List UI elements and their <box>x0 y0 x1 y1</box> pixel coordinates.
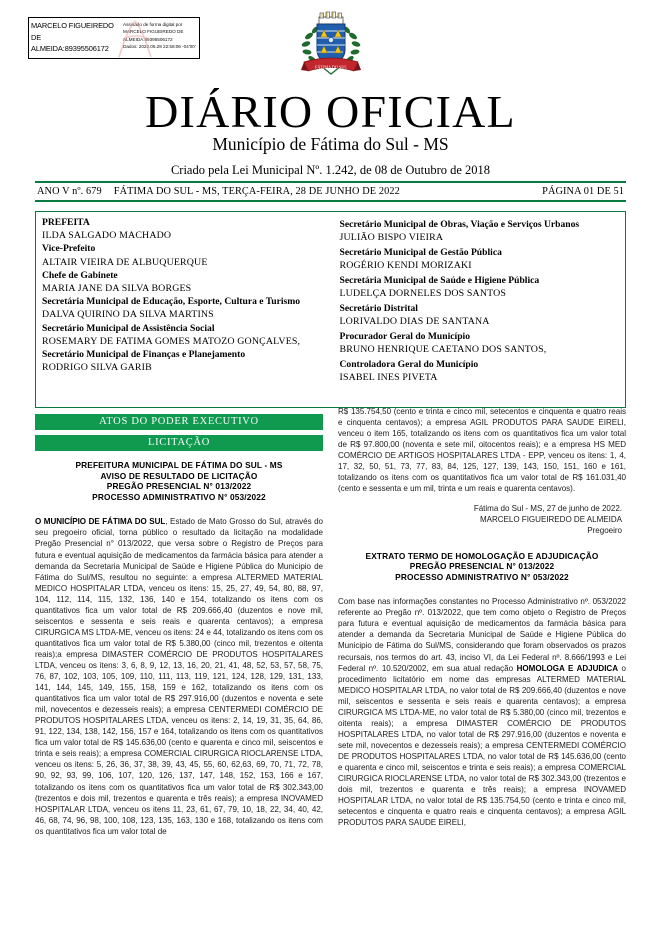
extract-body-paragraph <box>338 596 626 828</box>
official-role: Secretário Distrital <box>339 302 418 314</box>
notice-heading-line-3: PREGÃO PRESENCIAL N° 013/2022 <box>106 481 252 492</box>
official-name: RODRIGO SILVA GARIB <box>42 362 152 374</box>
signature-detail-line-1: Assinado de forma digital por <box>123 22 183 27</box>
official-role: Secretária Municipal de Saúde e Higiene Pública <box>339 274 540 286</box>
official-name: ALTAIR VIEIRA DE ALBUQUERQUE <box>42 256 208 268</box>
notice-lead-entity: O MUNICÍPIO DE FÁTIMA DO SUL <box>35 517 166 527</box>
svg-text:FÁTIMA DO SUL: FÁTIMA DO SUL <box>315 64 347 70</box>
extract-heading-line-1: EXTRATO TERMO DE HOMOLOGAÇÃO E ADJUDICAÇÃO <box>365 550 599 561</box>
extract-body-part-1: Com base nas informações constantes no Processo Administrativo nº. 053/2022 referente ao Pregão nº. 013/2022, que tem como objeto o Registro de Preços para futura e eventual aquisição de medicamentos da farmácia básica para atender a demanda da Secretaria Municipal de Saúde e Higiene Pública do Municipio de Fátima do Sul/MS, considerando que foram observados os prazos recursais, nos termos do art. 43, inciso VI, da Lei Federal nº. 8.666/1993 e Lei Federal nº. 10.520/2002, em sua atual redação <box>338 597 626 673</box>
official-role: Secretário Municipal de Obras, Viação e Serviços Urbanos <box>339 218 580 230</box>
section-banner-licitacao: LICITAÇÃO <box>35 435 323 451</box>
coat-of-arms-icon <box>296 10 366 84</box>
notice-body-text: , Estado de Mato Grosso do Sul, através do seu pregoeiro oficial, torna público o resultado da licitação na modalidade Pregão Presencial n° 013/2022, que versa sobre o Registro de Preços para futura e eventual aquisição de medicamentos da farmácia básica para atender a demanda da Secretaria Municipal de Saúde e Higiene Pública do Municipio de Fátima do Sul/MS, resultou no seguinte: a empresa ALTERMED MATERIAL MEDICO HOSPITALAR LTDA, venceu os itens: 15, 25, 27, 49, 54, 80, 88, 97, 104, 112, 114, 115, 132, 136, 140 e 154, totalizando os itens com os quantitativos fica um valor total de R$ 209.666,40 (duzentos e nove mil, seiscentos e sessenta e seis reais e quarenta centavos); a empresa CIRURGICA MS LTDA-ME, venceu os itens: 24 e 44, totalizando os itens com os quantitativos fica um valor total de R$ 5.380,00 (cinco mil, trezentos e oitenta reais);a empresa DIMASTER COMÉRCIO DE PRODUTOS HOSPITALARES LTDA, venceu os itens: 3, 6, 8, 9, 12, 13, 16, 20, 21, 41, 48, 52, 53, 57, 58, 75, 76, 87, 102, 103, 105, 109, 110, 111, 113, 119, 121, 124, 128, 129, 131, 133, 141, 144, 145, 149, 155, 158, 159 e 162, totalizando os itens com os quantitativos fica um valor total de R$ 297.916,00 (duzentos e noventa e sete mil, novecentos e dezesseis reais); a empresa CENTERMEDI COMÉRCIO DE PRODUTOS HOSPITALARES LTDA, venceu os itens: 2, 14, 19, 31, 35, 64, 86, 91, 122, 134, 138, 142, 156, 157 e 164, totalizando os itens com os quantitativos fica um valor total de R$ 145.636,00 (cento e quarenta e cinco mil, seiscentos e trinta e seis reais); a empresa COMERCIAL CIRURGICA RIOCLARENSE LTDA, venceu os itens: 5, 26, 36, 37, 38, 39, 43, 45, 55, 60, 62,63, 69, 70, 71, 72, 78, 90, 92, 93, 99, 106, 107, 120, 126, 137, 147, 148, 152, 153, 166 e 167, totalizando os itens com os quantitativos fica um valor total de R$ 302.343,00 (trezentos e dois mil, trezentos e quarenta e três reais); a empresa INOVAMED HOSPITALAR LTDA, venceu os itens 11, 23, 61, 67, 79, 10, 18, 22, 34, 40, 42, 46, 68, 74, 96, 98, 100, 108, 123, 135, 163, 130 e 168, totalizando os itens com os quantitativos fica um valor total de <box>35 517 324 836</box>
signature-details <box>121 18 199 58</box>
issue-year-number: ANO V nº. 679 <box>37 186 102 197</box>
page-title: DIÁRIO OFICIAL <box>145 86 516 137</box>
official-name: ISABEL INES PIVETA <box>339 371 438 383</box>
digital-signature-stamp <box>28 17 200 59</box>
notice-body-paragraph <box>35 516 323 836</box>
masthead-law-reference: Criado pela Lei Municipal Nº. 1.242, de 08 de Outubro de 2018 <box>170 163 491 177</box>
notice-heading <box>35 460 323 502</box>
extract-heading-line-2: PREGÃO PRESENCIAL N° 013/2022 <box>409 561 555 572</box>
official-name: DALVA QUIRINO DA SILVA MARTINS <box>42 309 214 321</box>
signature-subject-line-1: MARCELO FIGUEIREDO <box>31 21 114 30</box>
signature-officer-role: Pregoeiro <box>587 526 622 536</box>
page-indicator: PÁGINA 01 DE 51 <box>542 186 624 197</box>
official-role: Controladora Geral do Município <box>339 358 479 370</box>
extract-heading-line-3: PROCESSO ADMINISTRATIVO N° 053/2022 <box>395 571 569 582</box>
official-role: Chefe de Gabinete <box>42 269 118 281</box>
official-name: ROSEMARY DE FATIMA GOMES MATOZO GONÇALVES, <box>42 335 301 347</box>
extract-heading <box>338 551 626 583</box>
article-column-left <box>35 460 323 930</box>
officials-box <box>35 211 626 408</box>
section-banner-atos-do-poder-executivo: ATOS DO PODER EXECUTIVO <box>35 414 323 430</box>
signature-subject-line-3: ALMEIDA:89395506172 <box>31 44 109 54</box>
notice-heading-line-1: PREFEITURA MUNICIPAL DE FÁTIMA DO SUL - MS <box>75 460 283 470</box>
article-column-right <box>338 406 626 931</box>
official-role: Procurador Geral do Município <box>339 330 470 342</box>
signature-detail-line-4: Dados: 2022.06.28 22:58:06 -04'00' <box>123 44 196 50</box>
extract-body-part-2: o procedimento licitatório em nome das empresas ALTERMED MATERIAL MEDICO HOSPITALAR LTDA, no valor total de R$ 209.666,40 (duzentos e nove mil, seiscentos e sessenta e seis reais e quarenta centavos); a empresa CIRURGICA MS LTDA-ME, no valor total de R$ 5.380,00 (cinco mil, trezentos e oitenta reais); a empresa DIMASTER COMÉRCIO DE PRODUTOS HOSPITALARES LTDA, no valor total de R$ 297.916,00 (duzentos e noventa e sete mil, novecentos e dezesseis reais); a empresa CENTERMEDI COMÉRCIO DE PRODUTOS HOSPITALARES LTDA, no valor total de R$ 145.636,00 (cento e quarenta e cinco mil, seiscentos e trinta e seis reais); a empresa COMERCIAL CIRURGICA RIOCLARENSE LTDA, no valor total de R$ 302.343,00 (trezentos e dois mil, trezentos e quarenta e três reais); a empresa INOVAMED HOSPITALAR LTDA, no valor total de R$ 135.754,50 (cento e trinta e cinco mil, setecentos e cinquenta e quatro reais e cinquenta centavos); a empresa AGIL PRODUTOS PARA SAUDE EIRELI, <box>338 663 626 828</box>
issue-place-date: FÁTIMA DO SUL - MS, TERÇA-FEIRA, 28 DE JUNHO DE 2022 <box>113 186 400 197</box>
notice-heading-line-2: AVISO DE RESULTADO DE LICITAÇÃO <box>100 470 258 481</box>
officials-column-left <box>36 212 331 407</box>
signature-officer-name: MARCELO FIGUEIREDO DE ALMEIDA <box>479 515 622 525</box>
official-name: BRUNO HENRIQUE CAETANO DOS SANTOS, <box>339 343 547 355</box>
official-name: JULIÃO BISPO VIEIRA <box>339 231 444 243</box>
official-name: ILDA SALGADO MACHADO <box>42 230 172 242</box>
official-name: LORIVALDO DIAS DE SANTANA <box>339 315 490 327</box>
official-role: Secretário Municipal de Assistência Social <box>42 322 215 334</box>
notice-heading-line-4: PROCESSO ADMINISTRATIVO N° 053/2022 <box>92 491 266 502</box>
signature-detail-line-3: ALMEIDA:89395506172 <box>123 36 173 42</box>
official-name: MARIA JANE DA SILVA BORGES <box>42 283 192 295</box>
issue-info-bar <box>35 181 626 202</box>
officials-column-right <box>331 212 626 407</box>
official-role: Secretário Municipal de Finanças e Planejamento <box>42 349 246 361</box>
official-role: Secretária Municipal de Educação, Esporte, Cultura e Turismo <box>42 296 301 308</box>
signature-subject <box>29 18 121 58</box>
masthead <box>0 88 661 179</box>
notice-signature-block <box>338 503 626 536</box>
official-role: Vice-Prefeito <box>42 243 96 255</box>
signature-place-date: Fátima do Sul - MS, 27 de junho de 2022. <box>473 504 622 514</box>
signature-detail-line-2: MARCELO FIGUEIREDO DE <box>123 29 184 35</box>
masthead-subtitle: Município de Fátima do Sul - MS <box>212 134 449 154</box>
notice-body-continued: R$ 135.754,50 (cento e trinta e cinco mil, setecentos e cinquenta e quatro reais e cinquenta centavos); a empresa AGIL PRODUTOS PARA SAUDE EIRELI, venceu o item 165, totalizando os itens com os quantitativos fica um valor total de R$ 97.800,00 (noventa e sete mil, oitocentos reais); e a empresa HS MED COMÉRCIO DE ARTIGOS HOSPITALARES LTDA - EPP, venceu os itens: 1, 4, 17, 32, 50, 51, 73, 77, 83, 84, 125, 127, 139, 143, 150, 151, 160 e 161, totalizando os itens com os quantitativos fica um valor total de R$ 161.031,40 (cento e sessenta e um mil, trinta e um reais e quarenta centavos). <box>338 407 626 494</box>
official-role: PREFEITA <box>42 217 90 228</box>
official-name: ROGÉRIO KENDI MORIZAKI <box>339 259 472 271</box>
official-name: LUDELÇA DORNELES DOS SANTOS <box>339 287 507 299</box>
official-role: Secretário Municipal de Gestão Pública <box>339 246 502 258</box>
extract-body-emphasis: HOMOLOGA E ADJUDICA <box>516 663 618 673</box>
signature-subject-line-2: DE <box>31 32 42 42</box>
